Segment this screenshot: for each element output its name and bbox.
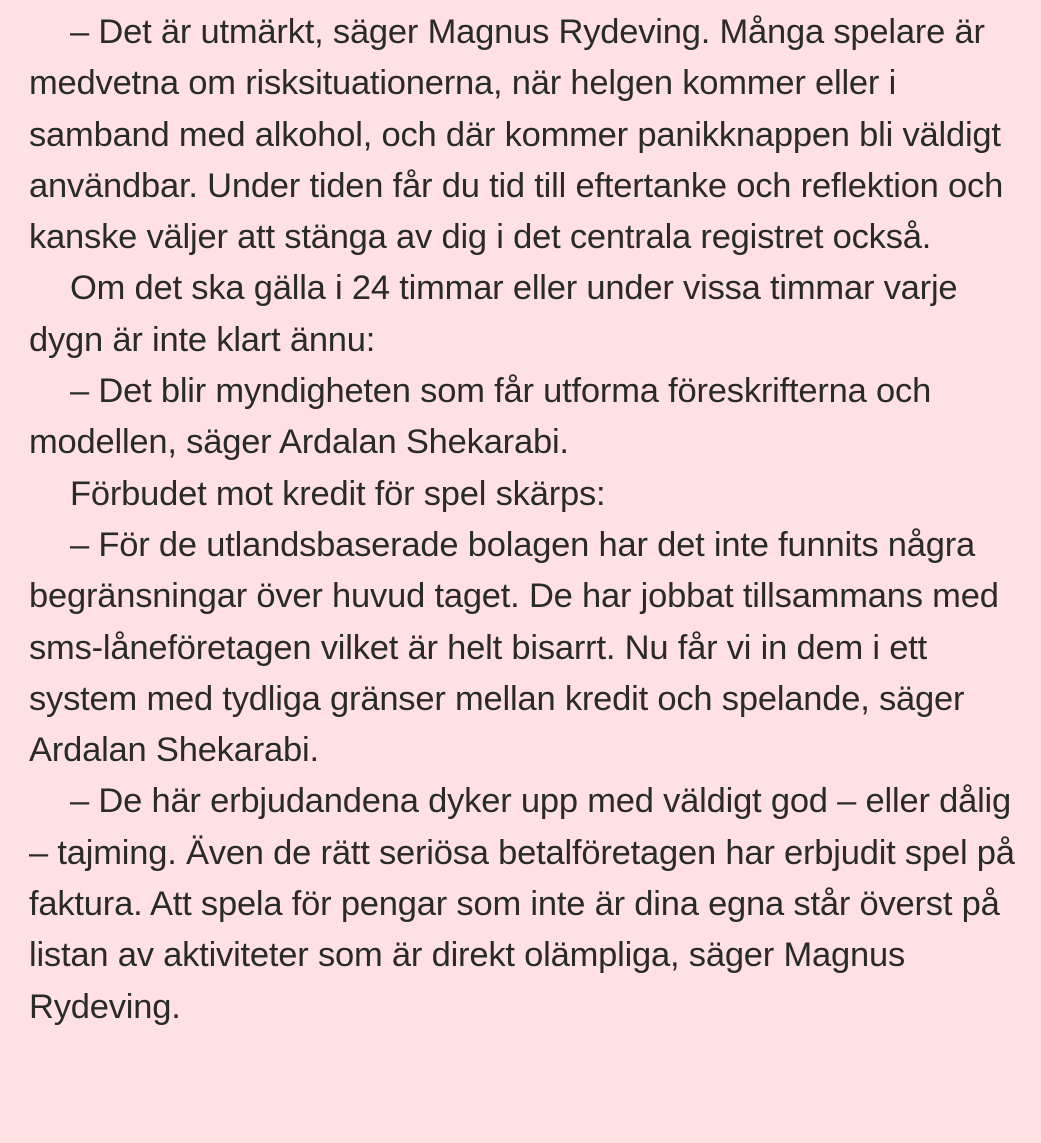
paragraph-1: – Det är utmärkt, säger Magnus Rydeving. Många spelare är medvetna om risksituationerna, när helgen kommer eller i samband med alkohol, och där kommer panikknappen bli väldigt användbar. Under tiden får du tid till eftertanke och reflektion och kanske väljer att stänga av dig i det centrala registret också.	[29, 13, 1004, 257]
paragraph-2: Om det ska gälla i 24 timmar eller under vissa timmar varje dygn är inte klart ännu:	[29, 269, 958, 359]
paragraph-5: – För de utlandsbaserade bolagen har det inte funnits några begränsningar över huvud taget. De har jobbat tillsammans med sms-låneföretagen vilket är helt bisarrt. Nu får vi in dem i ett system med tydliga gränser mellan kredit och spelande, säger Ardalan Shekarabi.	[29, 525, 999, 770]
paragraph-4: Förbudet mot kredit för spel skärps:	[70, 474, 606, 513]
paragraph-3: – Det blir myndigheten som får utforma föreskrifterna och modellen, säger Ardalan Shekarabi.	[29, 372, 932, 462]
paragraph-6: – De här erbjudandena dyker upp med väldigt god – eller dålig – tajming. Även de rätt seriösa betalföretagen har erbjudit spel på faktura. Att spela för pengar som inte är dina egna står överst på listan av aktiviteter som är direkt olämpliga, säger Magnus Rydeving.	[29, 782, 1015, 1026]
